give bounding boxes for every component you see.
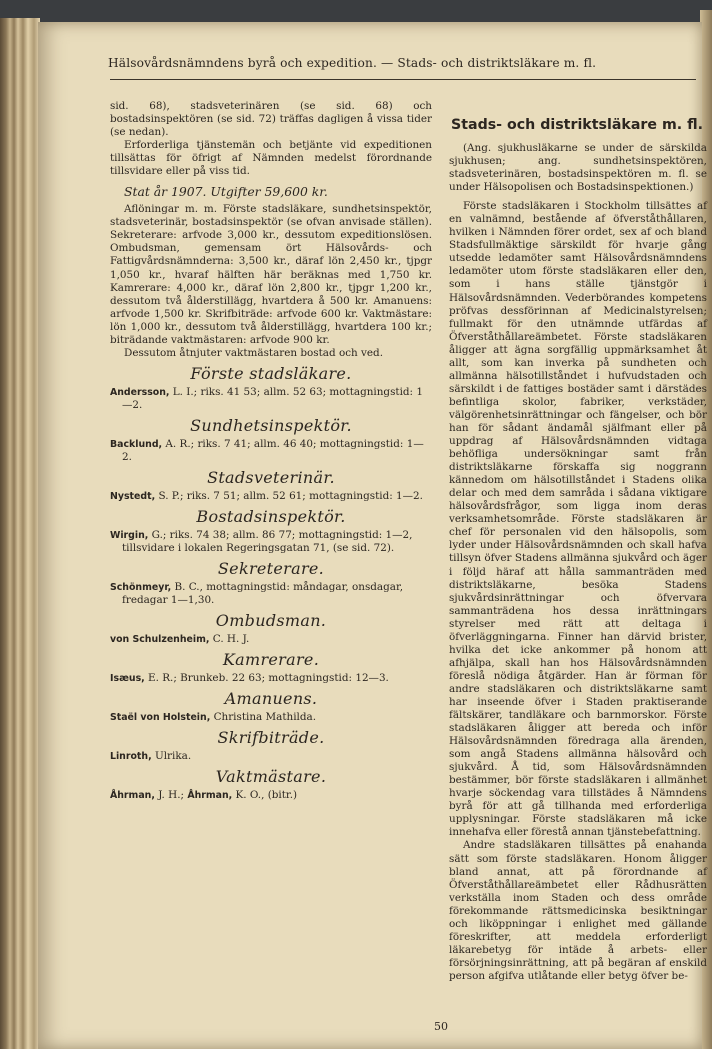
- staff-name: Åhrman,: [110, 790, 155, 802]
- staff-name: Schönmeyr,: [110, 582, 172, 594]
- section-heading: Stadsveterinär.: [207, 468, 335, 488]
- header-rule: [110, 79, 696, 80]
- lodging-paragraph: Dessutom åtnjuter vaktmästaren bostad och ved.: [124, 346, 383, 359]
- staff-entry: [110, 438, 432, 464]
- staff-entry: [110, 711, 432, 724]
- staff-details: G.; riks. 74 38; allm. 86 77; mottagningstid: 1—2, tillsvidare i lokalen Regeringsgatan 71, (se sid. 72).: [122, 529, 413, 555]
- section-title: Stads- och distriktsläkare m. fl.: [451, 117, 703, 133]
- staff-name: Wirgin,: [110, 530, 149, 542]
- section-heading: Sundhetsinspektör.: [190, 415, 352, 435]
- section-heading: Kamrerare.: [222, 650, 320, 670]
- body-paragraph-first-physician: Förste stadsläkaren i Stockholm tillsättes af en valnämnd, bestående af öfverståthållaren, hvilken i Nämnden förer ordet, sex af och bland Stadsfullmäktige särskildt för hvarje gång utsedde ledamöter samt Hälsovårdsnämndens ledamöter utom förste stadsläkaren eller den, som i hans ställe tjänstgör i Hälsovårdsnämnden. Vederbörandes kompetens pröfvas dessförinnan af Medicinalstyrelsen; fullmakt för den utnämnde utfärdas af Öfverståthållareämbetet. Förste stadsläkaren åligger att ägna sorgfällig uppmärksamhet åt allt, som kan inverka på sundheten och allmänna hälsotillståndet i hufvudstaden och särskildt i de fattiges bostäder samt i därstädes befintliga skolor, fabriker, verkstäder, välgörenhetsinrättningar och fängelser, och bör han för sådant ändamål själfmant eller på uppdrag af Hälsovårdsnämnden vidtaga behöfliga undersökningar samt från distriktsläkarne förskaffa sig noggrann kännedom om hälsotillståndet i Stadens olika delar och med dem samråda i sådana viktigare hälsovårdsfrågor, som ligga inom deras verksamhetsområde. Förste stadsläkaren är chef för personalen vid den hälsopolis, som lyder under Hälsovårdsnämnden och skall hafva tillsyn öfver Stadens allmänna sjukvård och äger i följd häraf att hålla sammanträden med distriktsläkarne, besöka Stadens sjukvårdsinrättningar och öfvervara sammanträdena hos dessa inrättningars styrelser med rätt att deltaga i öfverläggningarna. Finner han därvid brister, hvilka det icke ankommer på honom att afhjälpa, skall han hos Hälsovårdsnämnden föreslå nödiga åtgärder. Han är förman för andre stadsläkaren och distriktsläkarne samt har inseende öfver i Staden praktiserande fältskärer, tandläkare och barnmorskor. Förste stadsläkaren åligger att bereda och inför Hälsovårdsnämnden föredraga alla ärenden, som angå Stadens allmänna hälsovård och sjukvård. Å tid, som Hälsovårdsnämnden bestämmer, bör förste stadsläkaren i allmänhet hvarje söckendag vara tillstädes å Nämndens byrå för att gå tillhanda med erforderliga upplysningar. Förste stadsläkaren må icke innehafva eller förestå annan tjänstebefattning.: [449, 200, 707, 839]
- staff-details: S. P.; riks. 7 51; allm. 52 61; mottagningstid: 1—2.: [155, 490, 423, 503]
- staff-details: C. H. J.: [209, 633, 250, 646]
- section-heading: Skrifbiträde.: [217, 728, 325, 748]
- budget-line: Stat år 1907. Utgifter 59,600 kr.: [124, 184, 328, 200]
- right-column: [449, 100, 707, 983]
- staff-entry: [110, 633, 432, 646]
- staff-details: Ulrika.: [151, 750, 192, 763]
- staff-name: Åhrman,: [187, 790, 233, 802]
- staff-details: Christina Mathilda.: [210, 711, 317, 724]
- staff-name: Isæus,: [110, 673, 145, 685]
- section-heading: Vaktmästare.: [215, 767, 327, 787]
- staff-name: Backlund,: [110, 438, 163, 450]
- staff-details: B. C., mottagningstid: måndagar, onsdagar, fredagar 1—1,30.: [122, 581, 404, 607]
- staff-directory: [110, 365, 432, 803]
- book-spine-edge: [0, 18, 40, 1049]
- staff-entry: [110, 672, 432, 685]
- staff-name: Andersson,: [110, 386, 170, 398]
- staff-entry: [110, 789, 432, 802]
- staff-entry: [110, 386, 432, 412]
- running-head: Hälsovårdsnämndens byrå och expedition. — Stads- och distriktsläkare m. fl.: [108, 56, 597, 70]
- salaries-paragraph: Aflöningar m. m. Förste stadsläkare, sundhetsinspektör, stadsveterinär, bostadsinspektör (se ofvan anvisade ställen). Sekreterare: arfvode 3,000 kr., dessutom expeditionslösen. Ombudsman, gemensam ört Hälsovårds- och Fattigvårdsnämnderna: 3,500 kr., däraf lön 2,450 kr., tjpgr 1,050 kr., hvaraf hälften här beräknas med 1,750 kr. Kamrerare: 4,000 kr., däraf lön 2,800 kr., tjpgr 1,200 kr., dessutom två ålderstillägg, hvartdera å 500 kr. Amanuens: arfvode 1,500 kr. Skrifbiträde: arfvode 600 kr. Vaktmästare: lön 1,000 kr., dessutom två ålderstillägg, hvartdera 100 kr.; biträdande vaktmästaren: arfvode 900 kr.: [110, 203, 432, 346]
- staff-entry: [110, 581, 432, 607]
- staff-details: A. R.; riks. 7 41; allm. 46 40; mottagningstid: 1—2.: [122, 437, 424, 463]
- staff-details: K. O., (bitr.): [232, 789, 298, 802]
- staff-name: Staël von Holstein,: [110, 712, 211, 724]
- section-heading: Ombudsman.: [215, 611, 327, 631]
- staff-name: von Schulzenheim,: [110, 634, 210, 646]
- left-column: [110, 100, 432, 803]
- section-heading: Bostadsinspektör.: [196, 507, 346, 527]
- staff-entry: [110, 529, 432, 555]
- section-heading: Sekreterare.: [217, 559, 325, 579]
- staff-entry: [110, 750, 432, 763]
- page-number: 50: [434, 1020, 448, 1033]
- staff-details: L. I.; riks. 41 53; allm. 52 63; mottagningstid: 1—2.: [122, 385, 423, 411]
- book-page: [38, 22, 707, 1049]
- staff-name: Linroth,: [110, 751, 152, 763]
- section-heading: Förste stadsläkare.: [190, 363, 352, 383]
- cross-reference-note: (Ang. sjukhusläkarne se under de särskilda sjukhusen; ang. sundhetsinspektören, stadsveterinären, bostadsinspektören m. fl. se under Hälsopolisen och Bostadsinspektionen.): [449, 142, 707, 194]
- body-paragraph-second-physician: Andre stadsläkaren tillsättes på enahanda sätt som förste stadsläkaren. Honom åligger bland annat, att på förordnande af Öfverståthållareämbetet eller Rådhusrätten verkställa inom Staden och dess område förekommande rättsmedicinska besiktningar och liköppningar i enlighet med gällande föreskrifter, att meddela erforderligt läkarebetyg för intäde å arbets- eller försörjningsinrättning, att på begäran af enskild person afgifva utlåtande eller betyg öfver be-: [449, 839, 707, 982]
- intro-paragraph-2: Erforderliga tjänstemän och betjänte vid expeditionen tillsättas för öfrigt af Nämnden medelst förordnande tillsvidare eller på viss tid.: [110, 139, 432, 178]
- intro-paragraph-1: sid. 68), stadsveterinären (se sid. 68) och bostadsinspektören (se sid. 72) träffas dagligen å vissa tider (se nedan).: [110, 100, 432, 139]
- staff-details: J. H.;: [154, 789, 188, 802]
- staff-entry: [110, 490, 432, 503]
- staff-name: Nystedt,: [110, 491, 156, 503]
- section-heading: Amanuens.: [224, 689, 318, 709]
- staff-details: E. R.; Brunkeb. 22 63; mottagningstid: 12—3.: [144, 672, 389, 685]
